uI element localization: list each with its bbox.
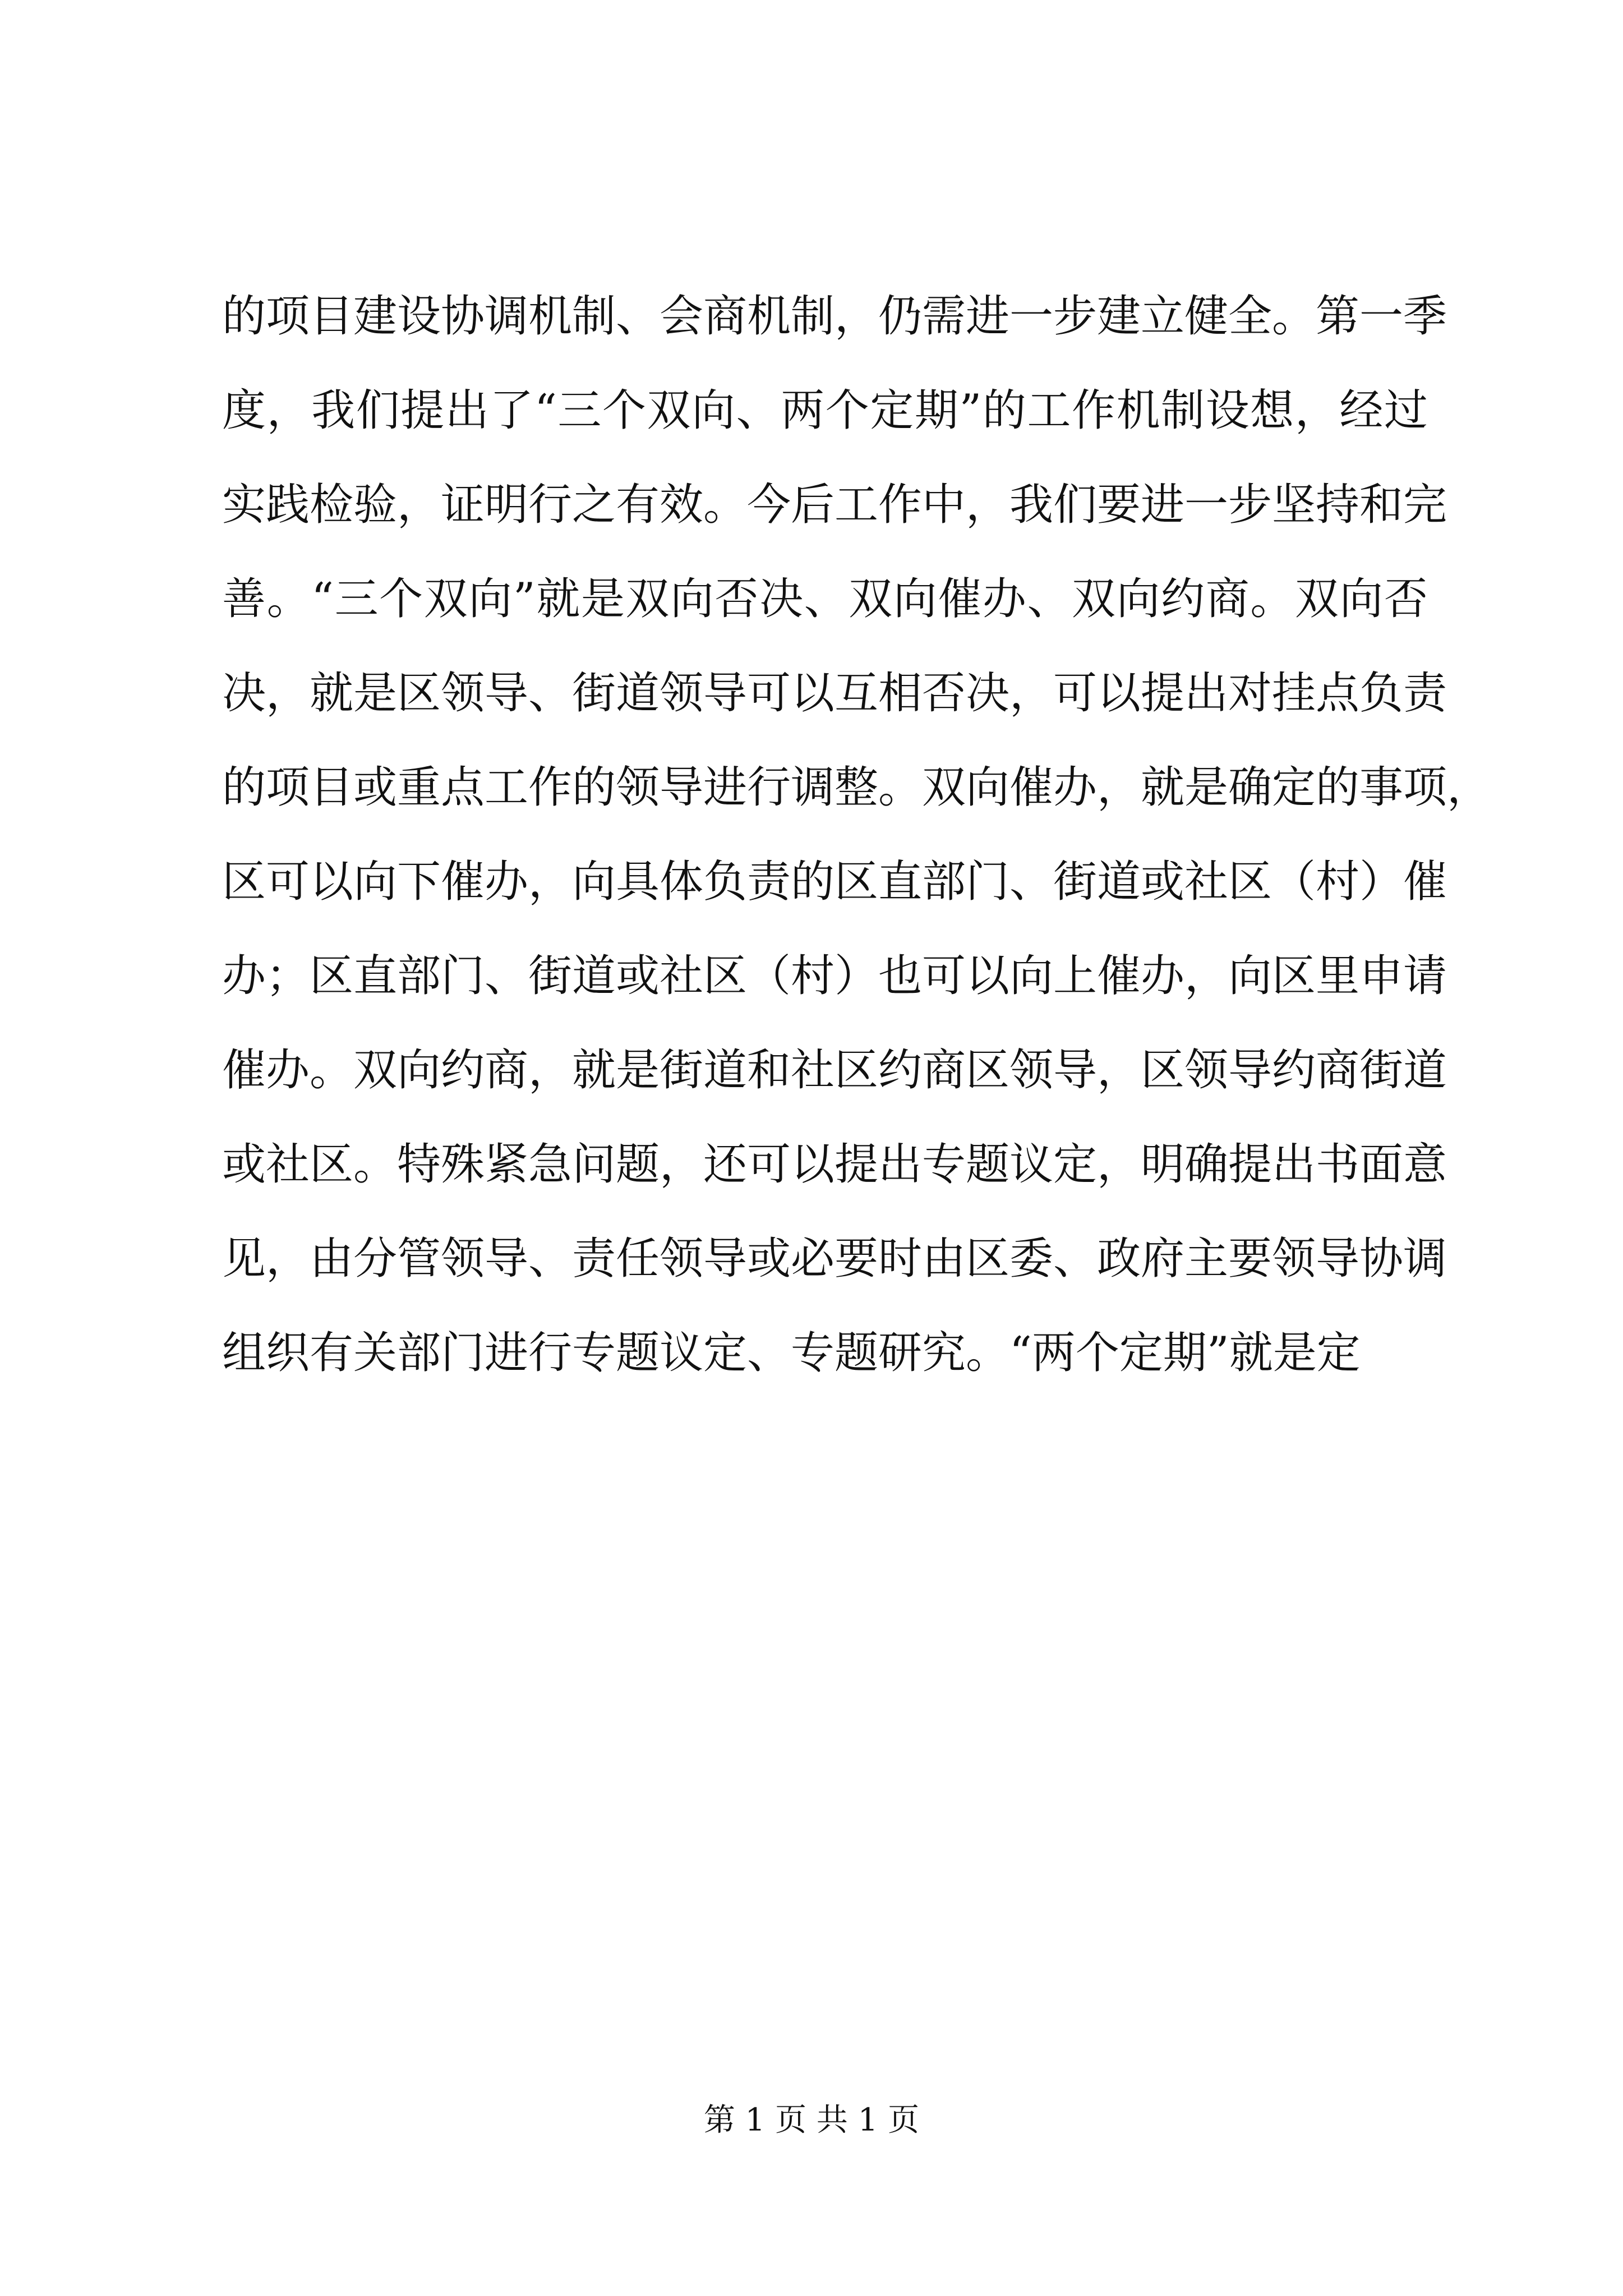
paragraph-line: 催办。双向约商，就是街道和社区约商区领导，区领导约商街道	[222, 1045, 1447, 1096]
paragraph-line: 区可以向下催办，向具体负责的区直部门、街道或社区（村）催	[222, 857, 1447, 907]
paragraph-line: 或社区。特殊紧急问题，还可以提出专题议定，明确提出书面意	[222, 1139, 1447, 1190]
paragraph-line: 实践检验，证明行之有效。今后工作中，我们要进一步坚持和完	[222, 480, 1447, 530]
page-number-footer: 第 1 页 共 1 页	[703, 2102, 920, 2138]
paragraph-line: 见，由分管领导、责任领导或必要时由区委、政府主要领导协调	[222, 1234, 1447, 1284]
paragraph-line: 的项目或重点工作的领导进行调整。双向催办，就是确定的事项，	[222, 762, 1491, 813]
body-paragraph	[222, 269, 1491, 1400]
paragraph-line: 决，就是区领导、街道领导可以互相否决，可以提出对挂点负责	[222, 668, 1447, 719]
paragraph-line: 善。“三个双向”就是双向否决、双向催办、双向约商。双向否	[222, 574, 1428, 624]
paragraph-line: 度，我们提出了“三个双向、两个定期”的工作机制设想，经过	[222, 385, 1428, 436]
paragraph-line: 办；区直部门、街道或社区（村）也可以向上催办，向区里申请	[222, 951, 1447, 1001]
paragraph-line: 的项目建设协调机制、会商机制，仍需进一步建立健全。第一季	[222, 291, 1447, 342]
paragraph-line: 组织有关部门进行专题议定、专题研究。“两个定期”就是定	[222, 1328, 1361, 1378]
